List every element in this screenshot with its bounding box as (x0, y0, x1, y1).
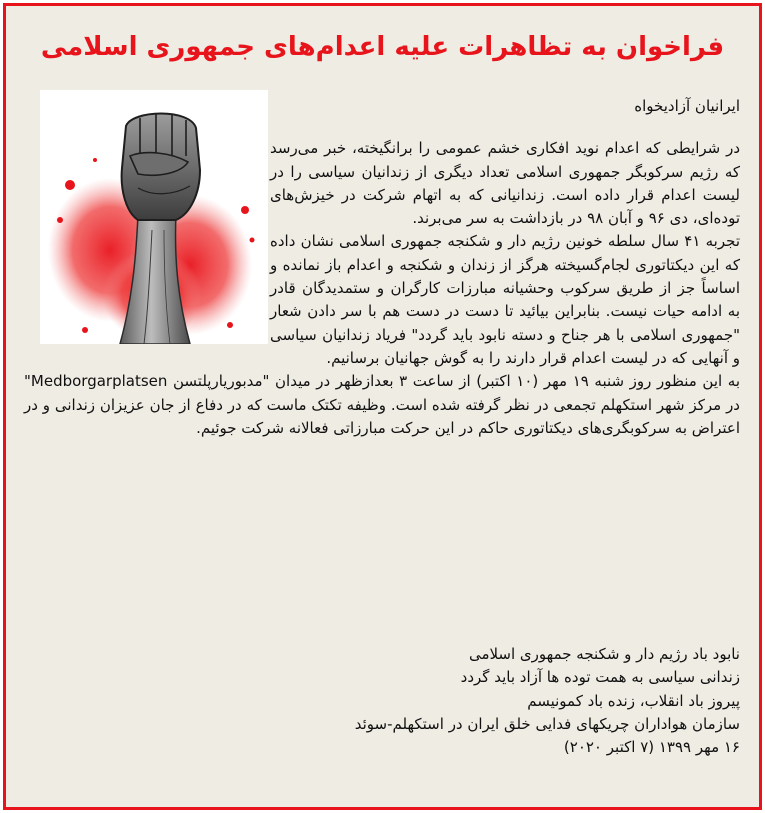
slogan-line: پیروز باد انقلاب، زنده باد کمونیسم (527, 691, 740, 710)
body-paragraph: تجربه ۴۱ سال سلطه خونین رژیم دار و شکنجه جمهوری اسلامی نشان داده که این دیکتاتوری لجام‌گسیخته هرگز از زندان و شکنجه و اعدام باز نمانده و اساساً جز از طریق سرکوب وحشیانه مبارزات کارگران و ستمدیدگان قادر به ادامه حیات نیست. بنابراین بیائید تا دست در دست هم با سر دادن شعار "جمهوری اسلامی با هر جناح و دسته نابود باید گردد" فریاد زندانیان سیاسی و آنهایی که در لیست اعدام قرار دارند را به گوش جهانیان برسانیم. (270, 232, 740, 367)
body-paragraph: به این منظور روز شنبه ۱۹ مهر (۱۰ اکتبر) از ساعت ۳ بعدازظهر در میدان "مدبوریارپلتسن Medborgarplatsen" در مرکز شهر استکهلم تجمعی در نظر گرفته شده است. وظیفه تکتک ماست که در دفاع از جان عزیزان زندانی و در اعتراض به سرکوبگری‌های دیکتاتوری حاکم در این حرکت مبارزاتی فعالانه شرکت جوئیم. (24, 372, 740, 437)
page-title: فراخوان به تظاهرات علیه اعدام‌های جمهوری اسلامی (40, 32, 725, 62)
slogan-line: نابود باد رژیم دار و شکنجه جمهوری اسلامی (468, 645, 740, 663)
signature-line: سازمان هواداران چریکهای فدایی خلق ایران در استکهلم-سوئد (354, 714, 740, 733)
closing-slogans (24, 643, 740, 759)
body-paragraph: در شرایطی که اعدام نوید افکاری خشم عمومی را برانگیخته، خبر می‌رسد که رژیم سرکوبگر جمهوری اسلامی تعداد دیگری از زندانیان سیاسی را در لیست اعدام قرار داده است. زندانیانی که به اتهام شرکت در خیزش‌های توده‌ای، دی ۹۶ و آبان ۹۸ در بازداشت به سر می‌برند. (270, 139, 740, 228)
greeting: ایرانیان آزادیخواه (634, 97, 740, 115)
statement-body (24, 95, 740, 440)
illustration-space (24, 95, 270, 347)
slogan-line: زندانی سیاسی به همت توده ها آزاد باید گردد (460, 668, 740, 687)
document-frame (3, 3, 762, 810)
date-line: ۱۶ مهر ۱۳۹۹ (۷ اکتبر ۲۰۲۰) (563, 738, 740, 757)
